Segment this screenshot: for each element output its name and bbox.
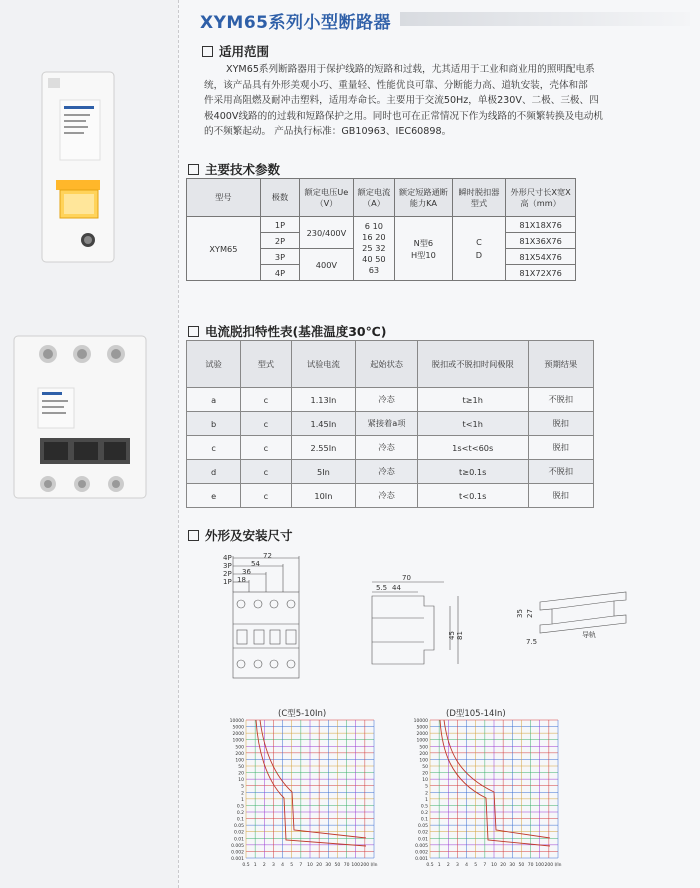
- y-tick-label: 0.2: [420, 811, 428, 816]
- x-tick-label: 2: [262, 863, 266, 868]
- y-tick-label: 1000: [232, 738, 244, 744]
- x-tick-label: 3: [271, 863, 275, 868]
- trip-header: 起始状态: [356, 341, 418, 388]
- x-tick-label: 100: [535, 863, 545, 868]
- section-tech-heading: [188, 160, 280, 178]
- x-tick-label: I/In: [370, 863, 378, 868]
- y-tick-label: 0.02: [233, 830, 244, 836]
- y-tick-label: 20: [238, 771, 244, 777]
- trip-cell: c: [241, 436, 291, 460]
- front-view-drawing: [205, 552, 325, 682]
- section-scope-label: 适用范围: [219, 44, 270, 59]
- x-tick-label: 50: [334, 863, 341, 868]
- trip-header: 预期结果: [528, 341, 593, 388]
- single-pole-breaker-photo: [38, 70, 118, 265]
- dim-rail-27: 27: [526, 609, 534, 618]
- x-tick-label: 0.5: [426, 863, 434, 868]
- trip-cell: c: [241, 388, 291, 412]
- x-tick-label: I/In: [554, 863, 562, 868]
- trip-cell: 1s<t<60s: [417, 436, 528, 460]
- y-tick-label: 10000: [229, 719, 244, 724]
- y-tick-label: 0.001: [231, 857, 244, 862]
- spec-current: [353, 217, 394, 281]
- y-tick-label: 0.02: [417, 830, 428, 836]
- x-tick-label: 1: [437, 863, 441, 868]
- y-tick-label: 0.05: [233, 824, 244, 830]
- c-curve-caption: (C型5-10In): [278, 709, 327, 719]
- y-tick-label: 5: [241, 784, 244, 790]
- y-tick-label: 10000: [413, 719, 428, 724]
- trip-cell: 冷态: [356, 388, 418, 412]
- trip-cell: a: [187, 388, 241, 412]
- dim-front-36: 36: [242, 568, 251, 576]
- trip-cell: 脱扣: [528, 412, 593, 436]
- checkbox-icon: [202, 46, 213, 57]
- spec-voltage: 400V: [300, 249, 354, 281]
- c-curve-chart: [222, 718, 382, 878]
- title-decor-bar: [400, 12, 690, 26]
- trip-cell: t<0.1s: [417, 484, 528, 508]
- trip-header: 型式: [241, 341, 291, 388]
- spec-pole: 2P: [260, 233, 299, 249]
- din-rail-drawing: [516, 588, 636, 648]
- trip-row: [187, 412, 594, 436]
- spec-current-value: 6 10: [364, 221, 384, 231]
- three-pole-breaker-photo: [10, 332, 150, 502]
- trip-cell: 1.13In: [291, 388, 356, 412]
- y-tick-label: 5000: [232, 725, 244, 731]
- trip-curve-lower: [256, 720, 366, 846]
- x-tick-label: 30: [509, 863, 516, 868]
- trip-cell: 冷态: [356, 460, 418, 484]
- trip-table: [186, 340, 594, 508]
- trip-cell: c: [241, 484, 291, 508]
- trip-cell: t≥1h: [417, 388, 528, 412]
- spec-model: XYM65: [187, 217, 261, 281]
- dim-front-72: 72: [263, 552, 272, 560]
- y-tick-label: 50: [422, 765, 428, 770]
- y-tick-label: 0.05: [417, 824, 428, 830]
- y-tick-label: 5: [425, 784, 428, 790]
- y-tick-label: 50: [238, 765, 244, 770]
- spec-size: 81X18X76: [506, 217, 576, 233]
- y-tick-label: 500: [235, 745, 244, 751]
- y-tick-label: 0.1: [420, 817, 428, 823]
- dim-rail-label: 导轨: [582, 631, 596, 639]
- checkbox-icon: [188, 164, 199, 175]
- x-tick-label: 20: [316, 863, 323, 868]
- dim-side-70: 70: [402, 574, 411, 582]
- spec-header: 额定短路通断能力KA: [395, 179, 453, 217]
- spec-header: 极数: [260, 179, 299, 217]
- spec-header: 型号: [187, 179, 261, 217]
- x-tick-label: 4: [281, 863, 285, 868]
- x-tick-label: 7: [299, 863, 303, 868]
- dim-side-44: 44: [392, 584, 401, 592]
- section-trip-heading: [188, 322, 386, 340]
- y-tick-label: 5000: [416, 725, 428, 731]
- spec-current-value: 25 32: [362, 243, 386, 253]
- spec-pole: 1P: [260, 217, 299, 233]
- y-tick-label: 2: [425, 791, 428, 797]
- d-curve-chart: [406, 718, 566, 878]
- dim-front-18: 18: [237, 576, 246, 584]
- y-tick-label: 10: [238, 778, 244, 784]
- y-tick-label: 0.002: [415, 850, 428, 856]
- x-tick-label: 4: [465, 863, 469, 868]
- spec-trip-type-value: D: [475, 249, 483, 260]
- x-tick-label: 200: [544, 863, 554, 868]
- spec-header: 瞬时脱扣器型式: [452, 179, 506, 217]
- trip-cell: 脱扣: [528, 436, 593, 460]
- scope-line: 极400V线路的的过载和短路保护之用。同时也可在正常情况下作为线路的不频繁转换及电动机: [204, 110, 604, 122]
- spec-header: 额定电流（A）: [353, 179, 394, 217]
- x-tick-label: 100: [351, 863, 361, 868]
- page-title: XYM65系列小型断路器: [200, 13, 391, 33]
- y-tick-label: 2: [241, 791, 244, 797]
- column-divider: [178, 0, 179, 888]
- dim-front-2p-label: 2P: [223, 570, 232, 578]
- y-tick-label: 1: [425, 797, 428, 803]
- x-tick-label: 10: [307, 863, 313, 868]
- trip-cell: e: [187, 484, 241, 508]
- y-tick-label: 2000: [416, 732, 428, 738]
- x-tick-label: 0.5: [242, 863, 250, 868]
- trip-header: 试验: [187, 341, 241, 388]
- d-curve-caption: (D型105-14In): [446, 709, 506, 719]
- scope-line: XYM65系列断路器用于保护线路的短路和过载，尤其适用于工业和商业用的照明配电系: [226, 64, 595, 75]
- y-tick-label: 0.001: [415, 857, 428, 862]
- dim-front-54: 54: [251, 560, 260, 568]
- spec-voltage: 230/400V: [300, 217, 354, 249]
- x-tick-label: 200: [360, 863, 370, 868]
- trip-cell: d: [187, 460, 241, 484]
- trip-cell: b: [187, 412, 241, 436]
- scope-line: 统，该产品具有外形美观小巧、重量轻、性能优良可靠、分断能力高、道轨安装，壳体和部: [204, 79, 588, 91]
- trip-cell: 1.45In: [291, 412, 356, 436]
- y-tick-label: 1000: [416, 738, 428, 744]
- dim-front-1p-label: 1P: [223, 578, 232, 586]
- section-scope-heading: [202, 42, 269, 60]
- trip-cell: t<1h: [417, 412, 528, 436]
- section-tech-label: 主要技术参数: [205, 162, 281, 177]
- spec-breaking: [395, 217, 453, 281]
- x-tick-label: 5: [474, 863, 478, 868]
- trip-cell: 不脱扣: [528, 388, 593, 412]
- trip-cell: 紧接着a项: [356, 412, 418, 436]
- x-tick-label: 3: [455, 863, 459, 868]
- spec-current-value: 40 50: [362, 254, 386, 264]
- checkbox-icon: [188, 326, 199, 337]
- x-tick-label: 70: [343, 863, 350, 868]
- scope-line: 件采用高阻燃及耐冲击塑料，适用寿命长。主要用于交流50Hz，单极230V、二极、三极、四: [204, 95, 599, 106]
- y-tick-label: 100: [419, 758, 428, 764]
- checkbox-icon: [188, 530, 199, 541]
- spec-current-value: 63: [368, 265, 380, 275]
- x-tick-label: 50: [518, 863, 525, 868]
- trip-curve-lower: [440, 720, 550, 846]
- dim-rail-7-5: 7.5: [526, 638, 538, 646]
- y-tick-label: 10: [422, 778, 428, 784]
- y-tick-label: 0.2: [236, 811, 244, 816]
- trip-cell: 冷态: [356, 436, 418, 460]
- trip-cell: 不脱扣: [528, 460, 593, 484]
- trip-cell: t≥0.1s: [417, 460, 528, 484]
- x-tick-label: 30: [325, 863, 332, 868]
- spec-table: [186, 178, 576, 281]
- scope-paragraph: [204, 62, 690, 140]
- spec-trip-type-value: C: [476, 236, 482, 247]
- trip-header: 试验电流: [291, 341, 356, 388]
- x-tick-label: 7: [483, 863, 487, 868]
- dim-side-5-5: 5.5: [376, 584, 388, 592]
- spec-size: 81X54X76: [506, 249, 576, 265]
- trip-row: [187, 484, 594, 508]
- side-view-drawing: [362, 572, 472, 672]
- section-trip-label: 电流脱扣特性表(基准温度30℃): [205, 324, 387, 339]
- dim-side-81: 81: [456, 631, 464, 640]
- trip-cell: c: [241, 460, 291, 484]
- y-tick-label: 200: [419, 751, 428, 757]
- spec-pole: 4P: [260, 265, 299, 281]
- spec-header: 额定电压Ue（V）: [300, 179, 354, 217]
- spec-size: 81X36X76: [506, 233, 576, 249]
- dim-front-3p-label: 3P: [223, 562, 232, 570]
- spec-pole: 3P: [260, 249, 299, 265]
- dim-front-4p-label: 4P: [223, 554, 232, 562]
- trip-header: 脱扣或不脱扣时间极限: [417, 341, 528, 388]
- trip-row: [187, 388, 594, 412]
- trip-cell: 脱扣: [528, 484, 593, 508]
- y-tick-label: 0.002: [231, 850, 244, 856]
- y-tick-label: 20: [422, 771, 428, 777]
- trip-row: [187, 460, 594, 484]
- section-dims-heading: [188, 526, 293, 544]
- x-tick-label: 2: [446, 863, 450, 868]
- y-tick-label: 0.01: [233, 837, 244, 843]
- spec-size: 81X72X76: [506, 265, 576, 281]
- x-tick-label: 1: [253, 863, 257, 868]
- x-tick-label: 70: [527, 863, 534, 868]
- y-tick-label: 2000: [232, 732, 244, 738]
- y-tick-label: 0.5: [420, 804, 428, 810]
- trip-cell: 5In: [291, 460, 356, 484]
- trip-cell: 10In: [291, 484, 356, 508]
- x-tick-label: 5: [290, 863, 294, 868]
- x-tick-label: 20: [500, 863, 507, 868]
- spec-breaking-value: H型10: [411, 249, 436, 260]
- spec-breaking-value: N型6: [413, 237, 434, 248]
- trip-row: [187, 436, 594, 460]
- y-tick-label: 0.005: [415, 843, 428, 849]
- y-tick-label: 0.005: [231, 843, 244, 849]
- y-tick-label: 500: [419, 745, 428, 751]
- dim-rail-35: 35: [516, 609, 524, 618]
- y-tick-label: 0.1: [236, 817, 244, 823]
- y-tick-label: 0.5: [236, 804, 244, 810]
- dim-side-45: 45: [448, 631, 456, 640]
- trip-cell: c: [187, 436, 241, 460]
- section-dims-label: 外形及安装尺寸: [205, 528, 293, 543]
- y-tick-label: 100: [235, 758, 244, 764]
- y-tick-label: 1: [241, 797, 244, 803]
- y-tick-label: 200: [235, 751, 244, 757]
- spec-current-value: 16 20: [362, 232, 386, 242]
- spec-trip-type: [452, 217, 506, 281]
- trip-cell: 2.55In: [291, 436, 356, 460]
- x-tick-label: 10: [491, 863, 497, 868]
- trip-cell: 冷态: [356, 484, 418, 508]
- trip-cell: c: [241, 412, 291, 436]
- spec-header: 外形尺寸长X宽X高（mm）: [506, 179, 576, 217]
- scope-line: 的不频繁起动。 产品执行标准：GB10963、IEC60898。: [204, 126, 452, 137]
- y-tick-label: 0.01: [417, 837, 428, 843]
